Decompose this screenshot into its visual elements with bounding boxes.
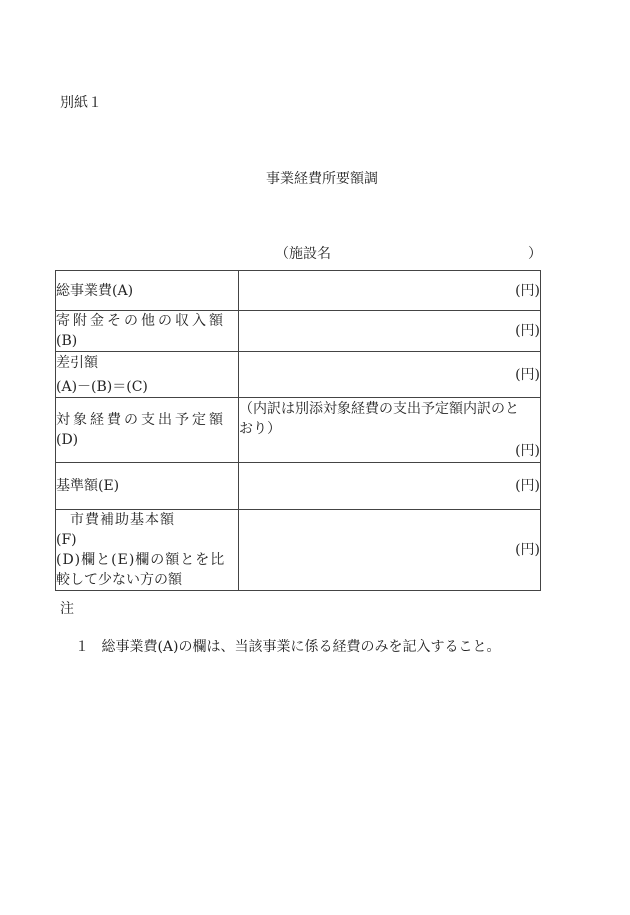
row-label-code: (F) <box>56 532 77 548</box>
row-value-cell[interactable] <box>239 311 541 352</box>
row-value-cell[interactable] <box>239 271 541 311</box>
row-label-text: 対象経費の支出予定額 <box>56 412 226 428</box>
row-note-cont: おり） <box>239 421 281 437</box>
yen-unit: (円) <box>515 478 540 494</box>
table-row-standard-amount <box>56 463 541 510</box>
row-label-code: (B) <box>56 333 78 349</box>
yen-unit: (円) <box>515 323 540 339</box>
facility-name-close: ） <box>528 246 542 262</box>
row-label <box>56 352 239 398</box>
row-label-text: 寄附金その他の収入額 <box>56 313 226 329</box>
note-item <box>75 636 501 656</box>
row-label-text: 差引額 <box>56 354 98 371</box>
row-label <box>56 463 239 510</box>
row-label <box>56 398 239 463</box>
yen-unit: (円) <box>515 443 540 459</box>
table-row-total <box>56 271 541 311</box>
table-row-subsidy-base <box>56 510 541 591</box>
row-label-text: 市費補助基本額 <box>70 512 175 528</box>
row-value-cell[interactable] <box>239 398 541 463</box>
row-label-text: 総事業費(A) <box>56 282 134 299</box>
row-label-formula: (A)－(B)＝(C) <box>56 378 148 395</box>
page-title: 事業経費所要額調 <box>266 171 378 187</box>
yen-unit: (円) <box>515 542 540 558</box>
row-label-desc: (D)欄と(E)欄の額とを比 <box>56 552 226 568</box>
row-note: （内訳は別添対象経費の支出予定額内訳のと <box>239 401 519 417</box>
row-value-cell[interactable] <box>239 463 541 510</box>
row-label <box>56 311 239 352</box>
budget-table <box>55 270 541 591</box>
facility-name-open: （施設名 <box>275 246 331 262</box>
row-label <box>56 271 239 311</box>
table-row-other-income <box>56 311 541 352</box>
note-number: １ <box>75 639 89 655</box>
row-label-code: (D) <box>56 432 79 448</box>
note-text: 総事業費(A)の欄は、当該事業に係る経費のみを記入すること。 <box>101 639 501 655</box>
row-value-cell[interactable] <box>239 352 541 398</box>
row-label-text: 基準額(E) <box>56 478 120 494</box>
table-row-planned-expense <box>56 398 541 463</box>
yen-unit: (円) <box>515 282 540 299</box>
row-value-cell[interactable] <box>239 510 541 591</box>
attachment-label: 別紙１ <box>60 95 102 111</box>
row-label <box>56 510 239 591</box>
yen-unit: (円) <box>515 366 540 383</box>
row-label-desc-cont: 較して少ない方の額 <box>56 572 182 588</box>
notes-heading: 注 <box>60 601 74 617</box>
table-row-difference <box>56 352 541 398</box>
